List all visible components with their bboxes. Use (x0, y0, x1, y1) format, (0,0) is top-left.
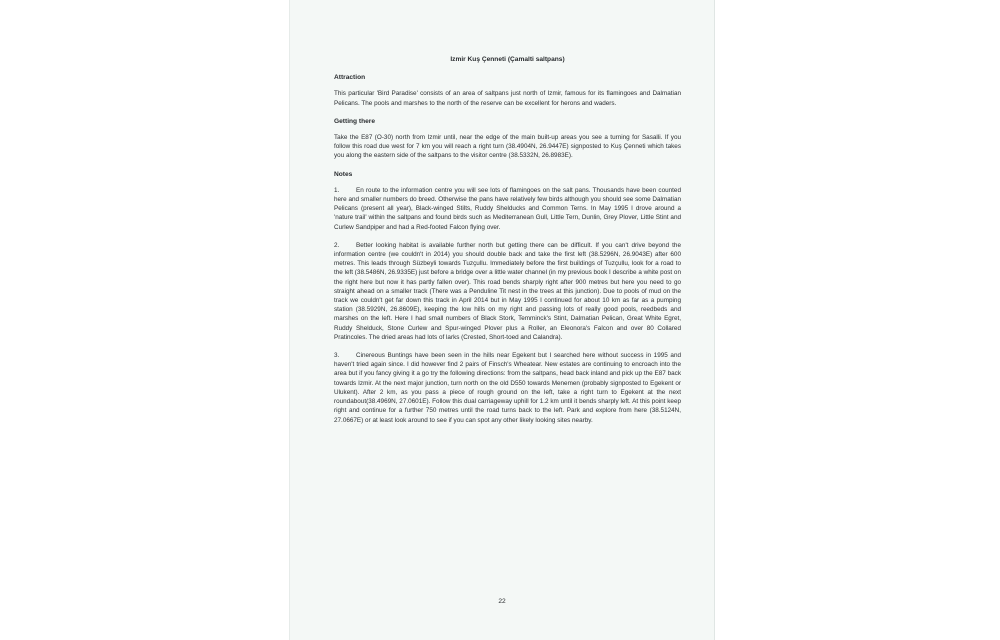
note-number: 2. (334, 241, 340, 249)
note-text: Cinereous Buntings have been seen in the hills near Egekent but I searched here without success in 1995 and haven't tried again since. I did however find 2 pairs of Finsch's Wheatear. New estates are continuing to encroach into the area but if you fancy giving it a go try the following directions: from the saltpans, head back inland and pick up the E87 back towards Izmir. At the next major junction, turn north on the old D550 towards Menemen (probably signposted to Egekent or Ulukent). After 2 km, as you pass a piece of rough ground on the left, take a right turn to Egekent at the next roundabout(38.4969N, 27.0601E). Follow this dual carriageway uphill for 1.2 km until it bends sharply left. At this point keep right and continue for a further 750 metres until the road turns back to the left. Park and explore from here (38.5124N, 27.0667E) or at least look around to see if you can spot any other likely looking sites nearby. (334, 352, 681, 424)
attraction-text: This particular 'Bird Paradise' consists of an area of saltpans just north of Izmir, famous for its flamingoes and Dalmatian Pelicans. The pools and marshes to the north of the reserve can be excellent for herons and waders. (334, 90, 681, 107)
note-item (334, 241, 681, 342)
getting-there-text: Take the E87 (O-30) north from Izmir until, near the edge of the main built-up areas you see a turning for Sasalli. If you follow this road due west for 7 km you will reach a right turn (38.4904N, 26.9447E) signposted to Kuş Çenneti which takes you along the eastern side of the saltpans to the visitor centre (38.5332N, 26.8983E). (334, 134, 681, 160)
document-page (289, 0, 715, 640)
note-number: 1. (334, 186, 340, 194)
page-number: 22 (498, 598, 506, 605)
page-content (334, 55, 681, 434)
note-item (334, 351, 681, 425)
note-text: Better looking habitat is available further north but getting there can be difficult. If you can't drive beyond the information centre (we couldn't in 2014) you should double back and take the first left (38.5296N, 26.9043E) after 600 metres. This leads through Süzbeyli towards Tuzçullu. Immediately before the first buildings of Tuzçullu, look for a road to the left (38.5486N, 26.9335E) just before a bridge over a little water channel (in my previous book I describe a white post on the right here but now it has partly fallen over). This road bends sharply right after 900 metres but here you need to go straight ahead on a smaller track (There was a Penduline Tit nest in the trees at this junction). Due to pools of mud on the track we couldn't get far down this track in April 2014 but in May 1995 I continued for about 10 km as far as a pumping station (38.5929N, 26.8609E), keeping the low hills on my right and passing lots of really good pools, reedbeds and marshes on the left. Here I had small numbers of Black Stork, Temminck's Stint, Dalmatian Pelican, Great White Egret, Ruddy Shelduck, Stone Curlew and Spur-winged Plover plus a Roller, an Eleonora's Falcon and over 80 Collared Pratincoles. The dried areas had lots of larks (Crested, Short-toed and Calandra). (334, 241, 681, 341)
note-number: 3. (334, 352, 340, 360)
note-text: En route to the information centre you will see lots of flamingoes on the salt pans. Thousands have been counted here and smaller numbers do breed. Otherwise the pans have relatively few birds although you should see some Dalmatian Pelicans (present all year), Black-winged Stilts, Ruddy Shelducks and Common Terns. In May 1995 I drove around a 'nature trail' within the saltpans and found birds such as Mediterranean Gull, Little Tern, Dunlin, Grey Plover, Little Stint and Curlew Sandpiper and had a Red-footed Falcon flying over. (334, 186, 681, 231)
page-title: Izmir Kuş Çenneti (Çamalti saltpans) (450, 56, 565, 63)
attraction-heading: Attraction (334, 74, 366, 82)
notes-heading: Notes (334, 170, 353, 178)
note-item (334, 186, 681, 232)
getting-there-heading: Getting there (334, 117, 376, 125)
